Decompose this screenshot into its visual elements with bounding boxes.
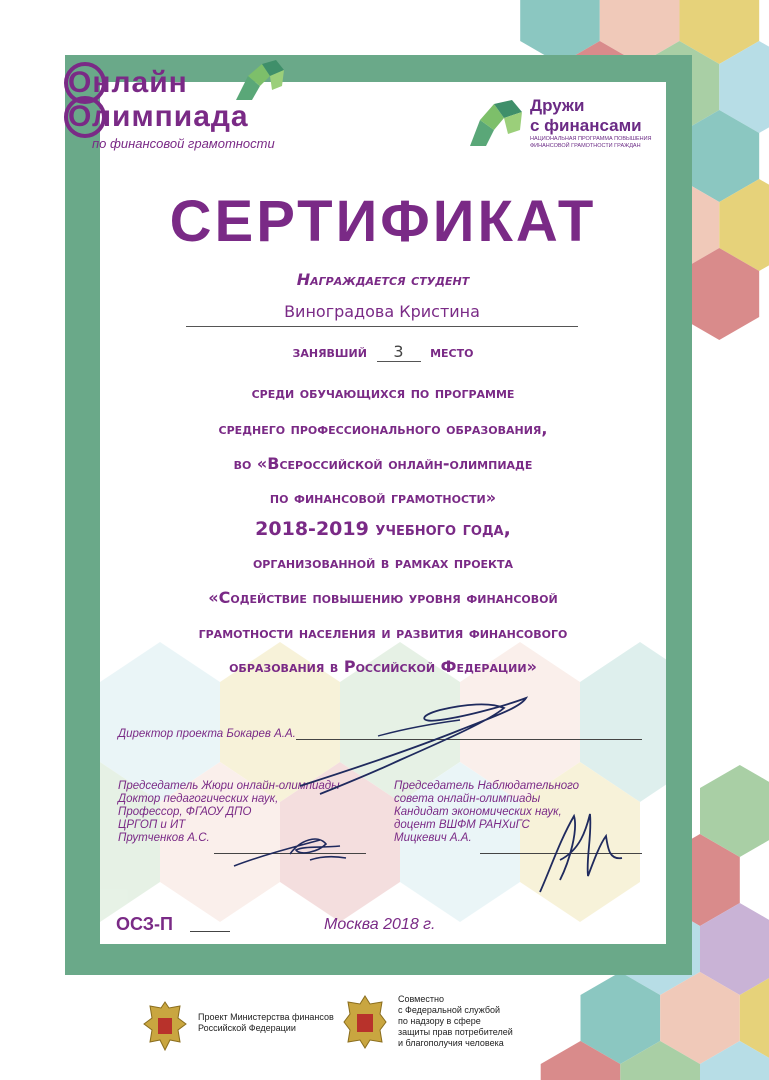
jury-line-3: Профессор, ФГАОУ ДПО — [118, 806, 252, 818]
body-line-3: во «Всероссийской онлайн-олимпиаде — [233, 454, 533, 473]
recipient-name: Виноградова Кристина — [284, 302, 480, 321]
druzhi-s-finansami-logo — [468, 96, 668, 156]
body-line-2: среднего профессионального образования, — [218, 419, 548, 438]
service-text — [398, 994, 513, 1049]
ministry-line-2: Российской Федерации — [198, 1023, 296, 1033]
observer-line-2: совета онлайн-олимпиады — [394, 793, 541, 805]
place-prefix: занявший — [292, 342, 367, 361]
service-line-1: Совместно — [398, 994, 444, 1004]
observer-handwritten-signature — [530, 800, 630, 900]
director-signature-label: Директор проекта Бокарев А.А. — [118, 728, 296, 740]
ministry-text — [198, 1012, 334, 1034]
body-line-5: организованной в рамках проекта — [252, 553, 514, 572]
place-suffix: место — [430, 342, 474, 361]
certificate-code-label: ОСЗ-П — [116, 914, 173, 934]
certificate-code-line — [190, 931, 230, 932]
olympiad-logo-line2: Олимпиада — [68, 100, 249, 133]
druzhi-logo-tagline: НАЦИОНАЛЬНАЯ ПРОГРАММА ПОВЫШЕНИЯ ФИНАНСОВОЙ ГРАМОТНОСТИ ГРАЖДАН — [530, 136, 652, 149]
rospotrebnadzor-emblem-icon — [340, 992, 390, 1052]
observer-line-1: Председатель Наблюдательного — [394, 780, 580, 792]
observer-line-3: Кандидат экономических наук, — [394, 806, 562, 818]
druzhi-logo-line1: Дружи — [530, 96, 585, 115]
druzhi-logo-line2: с финансами — [530, 116, 642, 135]
dog-mascot-icon — [468, 96, 526, 148]
dog-mascot-icon — [232, 56, 288, 104]
name-underline — [186, 326, 578, 327]
olympiad-logo-line1: Онлайн — [68, 66, 188, 99]
jury-line-1: Председатель Жюри онлайн-олимпиады — [118, 780, 340, 792]
jury-handwritten-signature — [230, 826, 360, 874]
service-line-3: по надзору в сфере — [398, 1016, 481, 1026]
awarded-line: Награждается студент — [296, 270, 470, 289]
body-line-6: «Содействие повышению уровня финансовой — [208, 588, 558, 607]
certificate-title: СЕРТИФИКАТ — [169, 189, 597, 254]
russian-coat-of-arms-icon — [140, 998, 190, 1054]
body-line-4: по финансовой грамотности» — [269, 488, 497, 507]
jury-line-5: Прутченков А.С. — [118, 832, 210, 844]
observer-line-5: Мицкевич А.А. — [394, 832, 472, 844]
body-line-1: среди обучающихся по программе — [251, 383, 515, 402]
director-handwritten-signature — [290, 690, 540, 800]
service-line-2: с Федеральной службой — [398, 1005, 501, 1015]
observer-line-4: доцент ВШФМ РАНХиГС — [394, 819, 530, 831]
place-value: 3 — [377, 342, 421, 362]
body-line-7: грамотности населения и развития финансового — [198, 623, 568, 642]
olympiad-logo-subtitle: по финансовой грамотности — [92, 136, 275, 151]
olympiad-logo — [68, 58, 308, 154]
service-line-4: защиты прав потребителей — [398, 1027, 513, 1037]
ministry-line-1: Проект Министерства финансов — [198, 1012, 334, 1022]
body-line-8: образования в Российской Федерации» — [229, 657, 537, 676]
place-line — [100, 342, 666, 362]
city-year: Москва 2018 г. — [324, 916, 436, 933]
jury-line-4: ЦРГОП и ИТ — [118, 819, 186, 831]
academic-year-line: 2018-2019 учебного года, — [255, 518, 511, 540]
jury-line-2: Доктор педагогических наук, — [118, 793, 279, 805]
service-line-5: и благополучия человека — [398, 1038, 504, 1048]
